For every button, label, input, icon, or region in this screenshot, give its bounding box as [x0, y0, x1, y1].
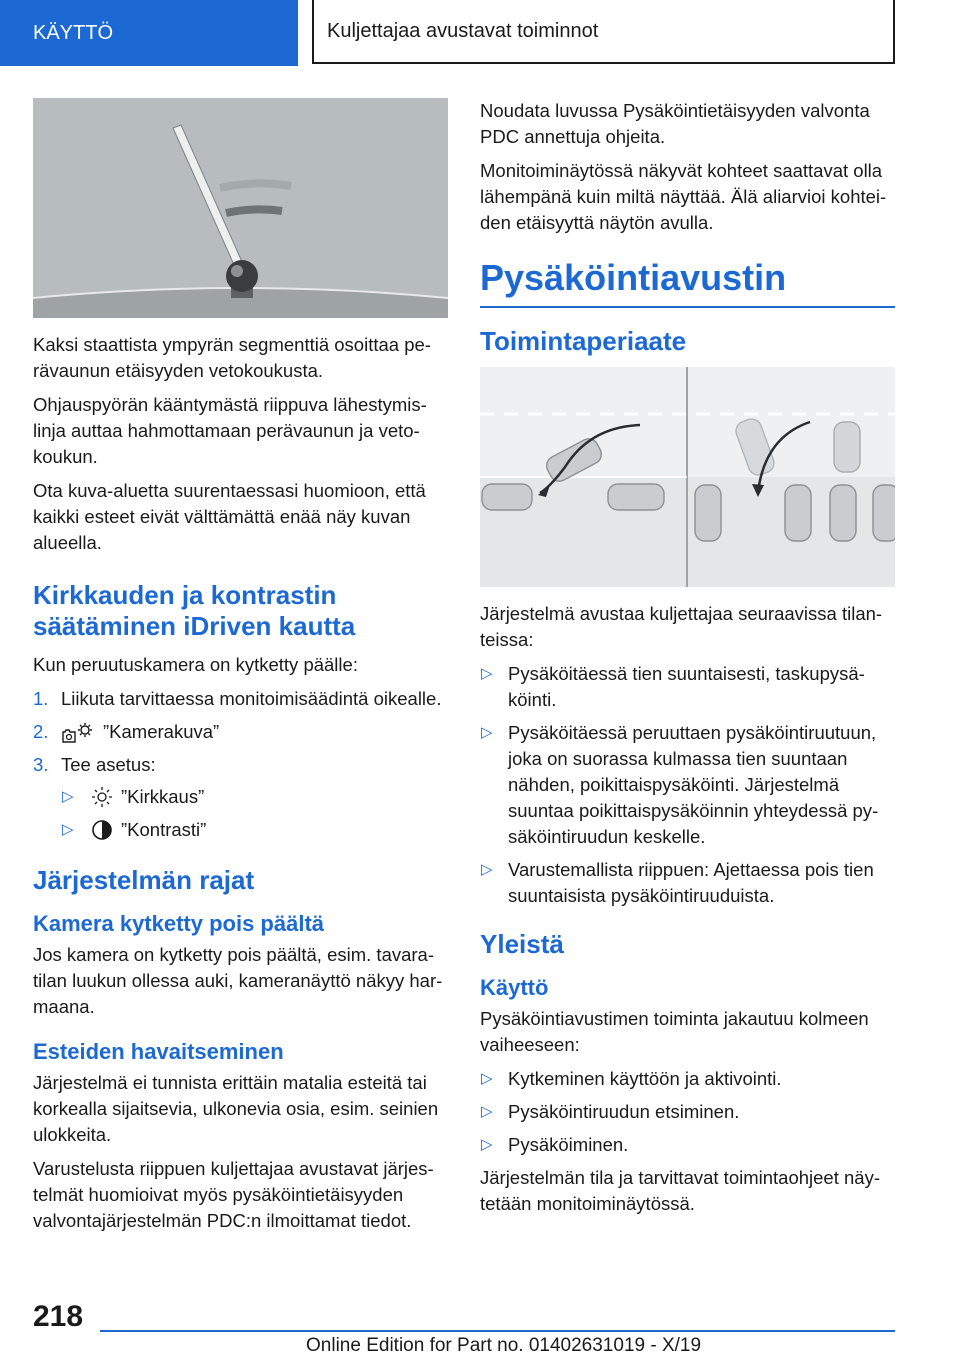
parking-maneuver-figure — [480, 367, 895, 587]
list-item — [61, 817, 448, 843]
chapter-title: Kuljettajaa avustavat toiminnot — [327, 19, 599, 42]
situations-list — [480, 661, 895, 909]
section-tab — [0, 0, 298, 66]
list-item — [61, 784, 448, 810]
step-text: Liikuta tarvittaessa monitoimisäädintä oikealle. — [61, 688, 442, 709]
heading-system-limits: Järjestelmän rajat — [33, 865, 255, 895]
list-item — [480, 1099, 895, 1125]
trailer-hitch-camera-figure — [33, 98, 448, 318]
list-text: Pysäköitäessä peruuttaen pysäköintiruutuun, joka on suorassa kulmassa tien suuntaan nähden, poikittaispysäköinti. Järjestelmä suuntaa poikittaispysäköinnin yhteydessä pysäköintiruudun keskelle. — [508, 722, 879, 847]
step-text: Tee asetus: — [61, 754, 156, 775]
paragraph: Kaksi staattista ympyrän segmenttiä osoittaa perävaunun etäisyyden vetokoukusta. — [33, 334, 431, 381]
heading-general: Yleistä — [480, 929, 564, 959]
list-item — [480, 1132, 895, 1158]
list-item — [480, 661, 895, 713]
list-item — [33, 686, 448, 712]
paragraph: Monitoiminäytössä näkyvät kohteet saattavat olla lähempänä kuin miltä näyttää. Älä aliarvioi kohteiden etäisyyttä näytön avulla. — [480, 160, 887, 233]
chapter-header — [312, 0, 895, 64]
section-title: KÄYTTÖ — [33, 21, 114, 44]
paragraph: Järjestelmä avustaa kuljettajaa seuraavissa tilanteissa: — [480, 603, 883, 650]
paragraph: Järjestelmän tila ja tarvittavat toimintaohjeet näytetään monitoiminäytössä. — [480, 1167, 881, 1214]
list-item — [33, 719, 448, 745]
list-item — [480, 1066, 895, 1092]
list-text: Kytkeminen käyttöön ja aktivointi. — [508, 1068, 782, 1089]
page-number: 218 — [33, 1300, 84, 1333]
bullet-triangle-icon: ▷ — [62, 788, 74, 805]
list-text: Varustemallista riippuen: Ajettaessa pois tien suuntaisista pysäköintiruuduista. — [508, 859, 874, 906]
sub-step-text: ”Kontrasti” — [121, 819, 207, 840]
paragraph: Varustelusta riippuen kuljettajaa avustavat järjestelmät huomioivat myös pysäköintietäisyyden valvontajärjestelmän PDC:n ilmoittamat tiedot. — [33, 1158, 434, 1231]
sub-steps-list — [61, 784, 448, 843]
footer-divider — [100, 1330, 895, 1332]
paragraph: Järjestelmä ei tunnista erittäin matalia esteitä tai korkealla sijaitsevia, ulkonevia osia, esim. seinien ulokkeita. — [33, 1072, 439, 1145]
heading-principle: Toimintaperiaate — [480, 326, 687, 356]
bullet-triangle-icon: ▷ — [481, 1103, 493, 1120]
list-item — [480, 720, 895, 850]
step-number: 1. — [33, 688, 49, 709]
bullet-triangle-icon: ▷ — [481, 1136, 493, 1153]
step-number: 3. — [33, 754, 49, 775]
paragraph: Jos kamera on kytketty pois päältä, esim. tavaratilan luukun ollessa auki, kameranäyttö näkyy harmaana. — [33, 944, 443, 1017]
bullet-triangle-icon: ▷ — [481, 1070, 493, 1087]
heading-camera-off: Kamera kytketty pois päältä — [33, 911, 325, 936]
list-item — [33, 752, 448, 843]
contrast-icon — [91, 819, 113, 841]
step-number: 2. — [33, 721, 49, 742]
list-text: Pysäköitäessä tien suuntaisesti, taskupysäköinti. — [508, 663, 865, 710]
footer-edition: Online Edition for Part no. 01402631019 - X/19 — [306, 1335, 702, 1356]
list-text: Pysäköiminen. — [508, 1134, 629, 1155]
left-column — [33, 98, 448, 1242]
heading-parking-assistant: Pysäköintiavustin — [480, 258, 895, 308]
paragraph: Pysäköintiavustimen toiminta jakautuu kolmeen vaiheeseen: — [480, 1008, 869, 1055]
camera-settings-icon — [61, 722, 93, 744]
steps-list — [33, 686, 448, 843]
paragraph: Ota kuva-aluetta suurentaessasi huomioon, että kaikki esteet eivät välttämättä enää näy kuvan alueella. — [33, 480, 426, 553]
step-text: ”Kamerakuva” — [103, 721, 220, 742]
brightness-icon — [91, 786, 113, 808]
phases-list — [480, 1066, 895, 1158]
list-item — [480, 857, 895, 909]
bullet-triangle-icon: ▷ — [481, 724, 493, 741]
bullet-triangle-icon: ▷ — [62, 821, 74, 838]
right-column — [480, 98, 895, 1225]
heading-obstacle-detection: Esteiden havaitseminen — [33, 1039, 284, 1064]
bullet-triangle-icon: ▷ — [481, 861, 493, 878]
heading-operation: Käyttö — [480, 975, 549, 1000]
list-text: Pysäköintiruudun etsiminen. — [508, 1101, 740, 1122]
sub-step-text: ”Kirkkaus” — [121, 786, 205, 807]
paragraph: Kun peruutuskamera on kytketty päälle: — [33, 654, 358, 675]
bullet-triangle-icon: ▷ — [481, 665, 493, 682]
paragraph: Noudata luvussa Pysäköintietäisyyden valvonta PDC annettuja ohjeita. — [480, 100, 870, 147]
paragraph: Ohjauspyörän kääntymästä riippuva lähestymislinja auttaa hahmottamaan perävaunun ja vetokoukun. — [33, 394, 427, 467]
heading-brightness-contrast: Kirkkauden ja kontrastin säätäminen iDriven kautta — [33, 580, 356, 641]
